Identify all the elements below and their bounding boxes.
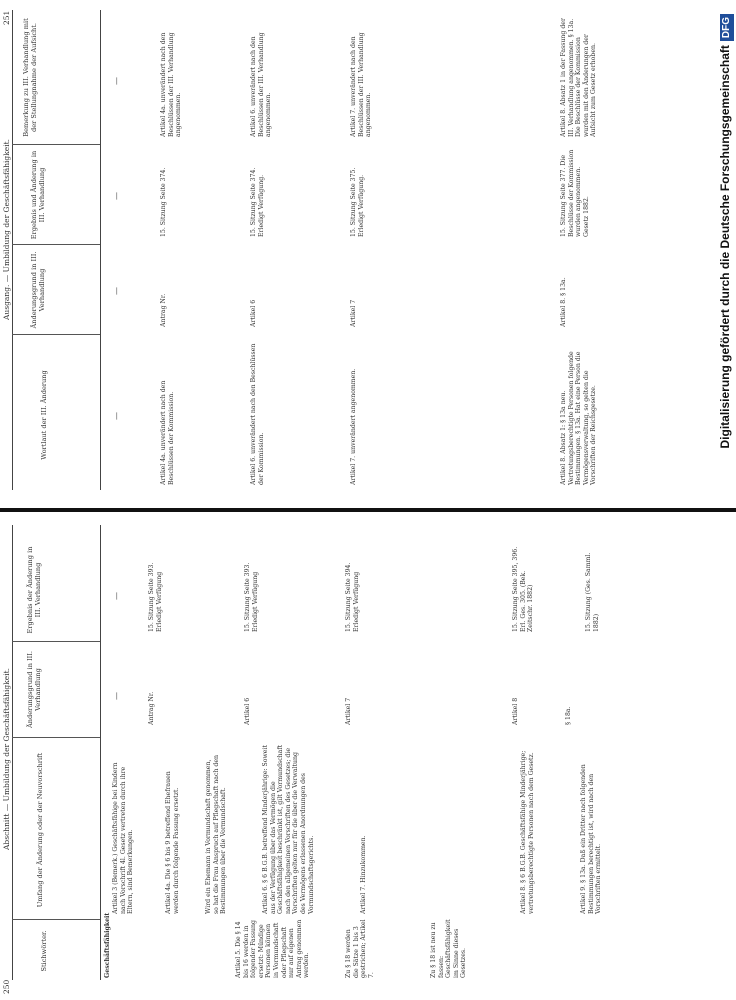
col-head-4: Ergebnis der Änderung in III. Verhandlung <box>26 546 42 634</box>
col-divider <box>12 919 100 920</box>
text-block: Artikel 8. § 6 B.G.B. Geschäftsfähige Minderjährige; vertretungsberechtigte Personen nach dem Gesetz. <box>520 750 535 914</box>
cell-ref: 15. Sitzung Seite 395, 396. Erl. Ges. 305. (Bek. Zeitschr. 1882) <box>512 546 535 632</box>
dash: — <box>112 287 121 295</box>
digitization-note <box>714 0 736 1000</box>
cell-ref: 15. Sitzung Seite 377. Die Beschlüsse der Kommission wurden angenommen. Gesetz 1882. <box>560 149 590 237</box>
cell-ref: 15. Sitzung Seite 374. <box>160 167 167 237</box>
digitization-footer <box>714 0 736 1000</box>
dash: — <box>112 692 121 700</box>
dash: — <box>112 77 121 85</box>
cell-ref: Artikel 7 <box>350 299 357 327</box>
col-head-4: Bemerkung zu III. Verhandlung mit der Stellungnahme der Aufsicht. <box>22 18 38 137</box>
text-block: Artikel 4a. Die § 6 bis 9 betreffend Ehefrauen werden durch folgende Fassung ersetzt. <box>165 771 180 914</box>
cell-ref: Artikel 8. § 13a. <box>560 277 567 327</box>
col-head-3: Ergebnis und Änderung in III. Verhandlung <box>30 150 46 240</box>
dfg-logo: DFG <box>720 14 734 41</box>
text-block: Artikel 6. § 6 B.G.B. betreffend Minderjährige: Soweit aus der Verfügung über das Vermögen die Geschäftsfähigkeit beschränkt ist, gilt Vormundschaft nach den allgemeinen Vorschriften des Gesetzes; die Vorschriften gelten nur für die über die Verwaltung des Vermögens erlassenen Anordnungen des Vormundschaftsgerichts. <box>262 744 315 914</box>
header-rule <box>100 525 101 980</box>
text-block: Wird ein Ehemann in Vormundschaft genommen, so hat die Frau Anspruch auf Pflegschaft nach den Bestimmungen über die Vormundschaft. <box>205 754 228 914</box>
text-block: Artikel 7. unverändert angenommen. <box>350 368 357 485</box>
top-rule <box>12 525 13 980</box>
cell-ref: 15. Sitzung Seite 375. Erledigt Verfügung. <box>350 167 365 237</box>
text-block: Artikel 5. Die § 14 bis 16 werden in folgender Fassung ersetzt: Mündige Personen können in Vormundschaft oder Pflegschaft nur auf eigenen Antrag genommen werden. <box>235 919 311 978</box>
col-head-1: Stichwörter. <box>40 930 48 972</box>
text-block: Artikel 6. unverändert nach den Beschlüssen der Kommission. <box>250 343 265 485</box>
left-page-number: 250 <box>2 979 11 994</box>
col-head-1: Wortlaut der III. Änderung <box>40 370 48 460</box>
cell-ref: 15. Sitzung Seite 393. Erledigt Verfügung <box>148 562 163 632</box>
dash: — <box>112 592 121 600</box>
text-block: Artikel 9. § 13a. Daß ein Dritter nach folgenden Bestimmungen berechtigt ist, wird nach den Vorschriften ermittelt. <box>580 764 603 914</box>
right-page-number: 251 <box>2 10 11 25</box>
text-block: Artikel 7. unverändert nach den Beschlüssen der III. Verhandlung angenommen. <box>350 32 373 137</box>
digitization-note-text: Digitalisierung gefördert durch die Deutsche Forschungsgemeinschaft <box>718 45 732 449</box>
col-divider <box>12 641 100 642</box>
dash: — <box>112 192 121 200</box>
right-page <box>0 0 700 495</box>
text-block: Artikel 8. Absatz 1: § 13a neu. Vertretungsberechtigte Personen folgende Bestimmungen. § 13a. Hat eine Person die Vermögensverwaltung, so gelten die Vorschriften der Reichsgesetze. <box>560 351 598 485</box>
text-block: Artikel 4a. unverändert nach den Beschlüssen der Kommission. <box>160 380 175 485</box>
text-block: Artikel 3 (Bemerk.) Geschäftsfähige bei Kindern nach Vorschrift 4l. Gesetz vertreten durch ihre Eltern, sind Bemerkungen. <box>112 762 135 914</box>
cell-ref: Artikel 6 <box>250 299 257 327</box>
right-running-head: Ausgang. — Umbildung der Geschäftsfähigkeit. <box>2 138 11 320</box>
cell-ref: Artikel 8 <box>512 697 519 725</box>
stichwort: Geschäftsfähigkeit <box>104 912 111 978</box>
col-divider <box>12 334 100 335</box>
col-divider <box>12 144 100 145</box>
left-running-head: Abschnitt — Umbildung der Geschäftsfähigkeit. <box>2 668 11 850</box>
cell-ref: 15. Sitzung Seite 374. Erledigt Verfügung. <box>250 167 265 237</box>
col-head-2: Umfang der Änderung oder der Neuvorschrift <box>36 752 44 908</box>
cell-ref: 15. Sitzung (Ges. Samml. 1882) <box>585 552 600 632</box>
header-rule <box>100 10 101 490</box>
left-page <box>0 520 700 1000</box>
col-head-3: Änderungsgrund in III. Verhandlung <box>26 651 42 728</box>
cell-ref: Artikel 7 <box>345 697 352 725</box>
cell-ref: § 18a. <box>565 706 572 725</box>
dash: — <box>112 412 121 420</box>
text-block: Artikel 4a. unverändert nach den Beschlüssen der III. Verhandlung angenommen. <box>160 32 183 137</box>
top-rule <box>12 10 13 490</box>
cell-ref: Antrag Nr. <box>160 293 167 327</box>
col-divider <box>12 737 100 738</box>
text-block: Zu § 18 ist neu zu fassen: Geschäftsfähigkeit im Sinne dieses Gesetzes. <box>430 919 468 978</box>
book-spine <box>0 508 736 512</box>
col-head-2: Änderungsgrund in III. Verhandlung <box>30 251 46 329</box>
text-block: Artikel 7. Hinzukommen. <box>360 835 367 914</box>
text-block: Artikel 8. Absatz 1 in der Fassung der III. Verhandlung angenommen. § 13a. Die Beschlüsse der Kommission wurden mit den Änderungen der Aufsicht zum Gesetz erhoben. <box>560 18 598 137</box>
cell-ref: Artikel 6 <box>244 697 251 725</box>
text-block: Zu § 18 werden die Sätze 1 bis 3 gestrichen; Artikel 7. <box>345 919 375 978</box>
cell-ref: 15. Sitzung Seite 394. Erledigt Verfügung <box>345 562 360 632</box>
cell-ref: 15. Sitzung Seite 393. Erledigt Verfügung <box>244 562 259 632</box>
text-block: Artikel 6. unverändert nach den Beschlüssen der III. Verhandlung angenommen. <box>250 32 273 137</box>
col-divider <box>12 244 100 245</box>
cell-ref: Antrag Nr. <box>148 691 155 725</box>
